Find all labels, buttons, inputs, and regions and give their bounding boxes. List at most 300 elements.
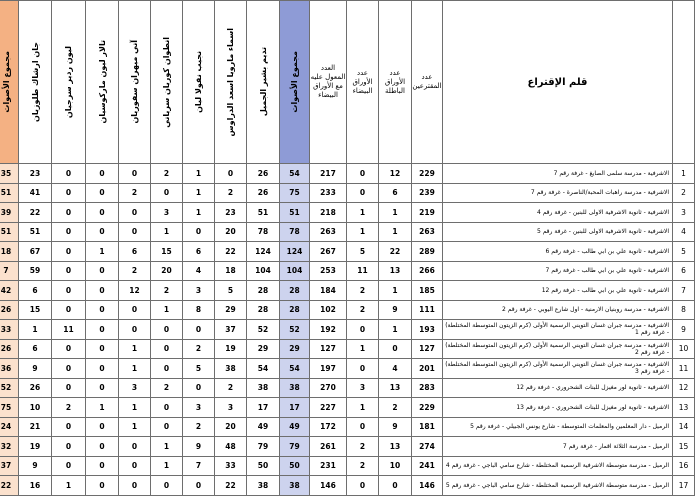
candidate-votes-cell: 0 <box>86 456 119 476</box>
row-index-cell: 15 <box>673 437 695 457</box>
candidate-votes-cell: 0 <box>119 320 151 340</box>
cumulative-cell: 35 <box>0 164 19 184</box>
candidate-votes-cell: 0 <box>119 164 151 184</box>
candidate-votes-cell: 33 <box>215 456 247 476</box>
candidate-votes-cell: 6 <box>119 242 151 262</box>
voters-cell: 229 <box>412 164 443 184</box>
table-row <box>0 183 695 203</box>
candidate-votes-cell: 26 <box>247 164 280 184</box>
counted-cell: 192 <box>310 320 347 340</box>
invalid-cell: 13 <box>379 378 412 398</box>
candidate-header: آني ميهران سفوريان <box>119 1 151 164</box>
blank-cell: 2 <box>347 437 379 457</box>
candidate-votes-cell: 59 <box>19 261 52 281</box>
candidate-votes-cell: 2 <box>183 339 215 359</box>
candidate-votes-cell: 8 <box>183 300 215 320</box>
candidate-votes-cell: 20 <box>215 222 247 242</box>
station-cell: الاشرفية - ثانوية علي بن ابي طالب - غرفة رقم 12 <box>443 281 673 301</box>
counted-cell: 227 <box>310 398 347 418</box>
cumulative-cell: 39 <box>0 203 19 223</box>
blank-cell: 0 <box>347 417 379 437</box>
sum-votes-cell: 50 <box>280 456 310 476</box>
blank-cell: 0 <box>347 183 379 203</box>
row-index-cell: 10 <box>673 339 695 359</box>
candidate-votes-cell: 0 <box>52 281 86 301</box>
candidate-votes-cell: 0 <box>52 417 86 437</box>
candidate-votes-cell: 38 <box>247 476 280 496</box>
candidate-votes-cell: 15 <box>151 242 183 262</box>
candidate-votes-cell: 1 <box>86 242 119 262</box>
candidate-votes-cell: 22 <box>19 203 52 223</box>
invalid-cell: 6 <box>379 183 412 203</box>
table-row <box>0 378 695 398</box>
candidate-votes-cell: 26 <box>19 378 52 398</box>
voters-cell: 181 <box>412 417 443 437</box>
candidate-votes-cell: 9 <box>183 437 215 457</box>
header-row <box>0 1 695 164</box>
cumulative-cell: 18 <box>0 242 19 262</box>
station-cell: الاشرفية - مدرسة روبنيان الارمنية - اول شارع اليوبي - غرفة رقم 2 <box>443 300 673 320</box>
blank-cell: 5 <box>347 242 379 262</box>
candidate-votes-cell: 38 <box>247 378 280 398</box>
candidate-votes-cell: 0 <box>183 320 215 340</box>
table-row <box>0 203 695 223</box>
invalid-cell: 1 <box>379 281 412 301</box>
candidate-votes-cell: 0 <box>86 320 119 340</box>
counted-cell: 267 <box>310 242 347 262</box>
candidate-votes-cell: 0 <box>215 164 247 184</box>
voters-cell: 239 <box>412 183 443 203</box>
voters-cell: 274 <box>412 437 443 457</box>
cumulative-cell: 42 <box>0 281 19 301</box>
candidate-header: تالار ليون مارکوسيان <box>86 1 119 164</box>
sum-votes-cell: 49 <box>280 417 310 437</box>
counted-cell: 263 <box>310 222 347 242</box>
candidate-votes-cell: 23 <box>215 203 247 223</box>
blank-cell: 2 <box>347 300 379 320</box>
voters-cell: 266 <box>412 261 443 281</box>
invalid-cell: 1 <box>379 222 412 242</box>
voters-cell: 229 <box>412 398 443 418</box>
cumulative-cell: 22 <box>0 476 19 496</box>
counted-cell: 172 <box>310 417 347 437</box>
counted-cell: 197 <box>310 359 347 379</box>
candidate-votes-cell: 2 <box>215 378 247 398</box>
candidate-header: تديم بشير الجميل <box>247 1 280 164</box>
blank-cell: 11 <box>347 261 379 281</box>
table-row <box>0 476 695 496</box>
cumulative-cell: 36 <box>0 359 19 379</box>
candidate-votes-cell: 3 <box>119 378 151 398</box>
candidate-votes-cell: 51 <box>19 222 52 242</box>
invalid-header: عدد الأوراق الباطلة <box>379 1 412 164</box>
candidate-votes-cell: 5 <box>183 359 215 379</box>
candidate-votes-cell: 6 <box>19 281 52 301</box>
station-cell: الرميل - مدرسة متوسطة الاشرفية الرسمية المختلطة - شارع سامي الباجي - غرفة رقم 4 <box>443 456 673 476</box>
station-cell: الاشرفية - مدرسة راهبات المحبة/الناصرة - غرفة رقم 7 <box>443 183 673 203</box>
sum-votes-cell: 38 <box>280 378 310 398</box>
candidate-votes-cell: 1 <box>119 359 151 379</box>
row-index-cell: 11 <box>673 359 695 379</box>
voters-cell: 185 <box>412 281 443 301</box>
cumulative-cell: 51 <box>0 183 19 203</box>
counted-header: العدد المعول عليه مع الأوراق البيضاء <box>310 1 347 164</box>
invalid-cell: 1 <box>379 203 412 223</box>
candidate-votes-cell: 78 <box>247 222 280 242</box>
candidate-votes-cell: 1 <box>151 222 183 242</box>
candidate-votes-cell: 29 <box>215 300 247 320</box>
candidate-votes-cell: 0 <box>119 222 151 242</box>
candidate-votes-cell: 0 <box>151 417 183 437</box>
candidate-votes-cell: 11 <box>52 320 86 340</box>
candidate-votes-cell: 1 <box>183 203 215 223</box>
blank-cell: 0 <box>347 320 379 340</box>
candidate-votes-cell: 0 <box>119 300 151 320</box>
invalid-cell: 13 <box>379 261 412 281</box>
candidate-votes-cell: 1 <box>119 398 151 418</box>
blank-cell: 0 <box>347 359 379 379</box>
candidate-votes-cell: 0 <box>52 164 86 184</box>
cumulative-cell: 75 <box>0 398 19 418</box>
sum-votes-cell: 54 <box>280 359 310 379</box>
table-row <box>0 281 695 301</box>
station-cell: الاشرفية - مدرسة جبران غسان التويني الرسمية الأولى (كرم الزيتون المتوسطة المختلطة) - غرفة رقم 3 <box>443 359 673 379</box>
candidate-votes-cell: 3 <box>183 398 215 418</box>
candidate-votes-cell: 0 <box>86 300 119 320</box>
candidate-votes-cell: 9 <box>19 456 52 476</box>
invalid-cell: 9 <box>379 417 412 437</box>
candidate-votes-cell: 5 <box>215 281 247 301</box>
candidate-votes-cell: 51 <box>247 203 280 223</box>
candidate-votes-cell: 48 <box>215 437 247 457</box>
candidate-votes-cell: 0 <box>86 378 119 398</box>
candidate-votes-cell: 0 <box>52 456 86 476</box>
invalid-cell: 12 <box>379 164 412 184</box>
candidate-votes-cell: 37 <box>215 320 247 340</box>
invalid-cell: 4 <box>379 359 412 379</box>
candidate-votes-cell: 0 <box>52 378 86 398</box>
row-index-cell: 9 <box>673 320 695 340</box>
cumulative-cell: 32 <box>0 437 19 457</box>
voters-cell: 289 <box>412 242 443 262</box>
blank-cell: 1 <box>347 222 379 242</box>
candidate-votes-cell: 2 <box>151 281 183 301</box>
row-index-cell: 3 <box>673 203 695 223</box>
counted-cell: 253 <box>310 261 347 281</box>
candidate-votes-cell: 0 <box>86 359 119 379</box>
candidate-votes-cell: 28 <box>247 300 280 320</box>
cumulative-cell: 37 <box>0 456 19 476</box>
station-cell: الاشرفية - ثانوية علي بن ابي طالب - غرفة رقم 6 <box>443 242 673 262</box>
candidate-votes-cell: 0 <box>52 261 86 281</box>
candidate-votes-cell: 1 <box>151 437 183 457</box>
table-row <box>0 398 695 418</box>
station-cell: الاشرفية - ثانوية علي بن ابي طالب - غرفة رقم 7 <box>443 261 673 281</box>
candidate-votes-cell: 2 <box>215 183 247 203</box>
counted-cell: 261 <box>310 437 347 457</box>
row-index-cell: 12 <box>673 378 695 398</box>
candidate-votes-cell: 0 <box>52 222 86 242</box>
table-row <box>0 339 695 359</box>
table-row <box>0 437 695 457</box>
candidate-votes-cell: 0 <box>183 378 215 398</box>
station-cell: الرميل - مدرسة متوسطة الاشرفية الرسمية المختلطة - شارع سامي الباجي - غرفة رقم 5 <box>443 476 673 496</box>
candidate-votes-cell: 2 <box>119 261 151 281</box>
candidate-votes-cell: 0 <box>86 222 119 242</box>
candidate-votes-cell: 0 <box>52 242 86 262</box>
candidate-votes-cell: 20 <box>151 261 183 281</box>
candidate-votes-cell: 12 <box>119 281 151 301</box>
candidate-votes-cell: 3 <box>151 203 183 223</box>
candidate-votes-cell: 7 <box>183 456 215 476</box>
voters-cell: 111 <box>412 300 443 320</box>
candidate-votes-cell: 10 <box>19 398 52 418</box>
row-index-cell: 5 <box>673 242 695 262</box>
voters-cell: 263 <box>412 222 443 242</box>
table-row <box>0 261 695 281</box>
candidate-votes-cell: 0 <box>86 281 119 301</box>
candidate-votes-cell: 18 <box>215 261 247 281</box>
blank-cell: 1 <box>347 398 379 418</box>
candidate-votes-cell: 22 <box>215 476 247 496</box>
station-cell: الرميل - دار المعلمين والمعلمات المتوسطة - شارع يونس الجبيلي - غرفة رقم 5 <box>443 417 673 437</box>
station-cell: الاشرفية - مدرسة جبران غسان التويني الرسمية الأولى (كرم الزيتون المتوسطة المختلطة) - غرفة رقم 1 <box>443 320 673 340</box>
sum-votes-cell: 75 <box>280 183 310 203</box>
candidate-votes-cell: 124 <box>247 242 280 262</box>
candidate-votes-cell: 0 <box>119 456 151 476</box>
counted-cell: 102 <box>310 300 347 320</box>
station-header: قلم الإقتراع <box>443 1 673 164</box>
sum-votes-cell: 79 <box>280 437 310 457</box>
cumulative-cell: 52 <box>0 378 19 398</box>
blank-cell: 1 <box>347 339 379 359</box>
table-row <box>0 417 695 437</box>
cumulative-header: مجموع الأصوات <box>0 1 19 164</box>
row-index-cell: 16 <box>673 456 695 476</box>
row-index-cell: 13 <box>673 398 695 418</box>
candidate-votes-cell: 2 <box>151 378 183 398</box>
table-row <box>0 242 695 262</box>
invalid-cell: 0 <box>379 339 412 359</box>
table-row <box>0 222 695 242</box>
candidate-votes-cell: 0 <box>151 183 183 203</box>
counted-cell: 233 <box>310 183 347 203</box>
index-header <box>673 1 695 164</box>
candidate-votes-cell: 17 <box>247 398 280 418</box>
blank-cell: 1 <box>347 203 379 223</box>
cumulative-cell: 26 <box>0 300 19 320</box>
candidate-votes-cell: 6 <box>19 339 52 359</box>
candidate-votes-cell: 1 <box>183 183 215 203</box>
sum-votes-cell: 78 <box>280 222 310 242</box>
voters-cell: 193 <box>412 320 443 340</box>
blank-cell: 2 <box>347 281 379 301</box>
table-row <box>0 300 695 320</box>
station-cell: الاشرفية - ثانوية الاشرفية الاولى للبنين - غرفة رقم 4 <box>443 203 673 223</box>
invalid-cell: 13 <box>379 437 412 457</box>
candidate-header: انطوان کوريان سرياني <box>151 1 183 164</box>
voters-header: عدد المقترعين <box>412 1 443 164</box>
candidate-votes-cell: 3 <box>215 398 247 418</box>
candidate-header: جان ارشاك طلوزيان <box>19 1 52 164</box>
sum-votes-cell: 28 <box>280 281 310 301</box>
blank-cell: 2 <box>347 456 379 476</box>
candidate-votes-cell: 0 <box>151 398 183 418</box>
row-index-cell: 1 <box>673 164 695 184</box>
voters-cell: 219 <box>412 203 443 223</box>
candidate-votes-cell: 2 <box>119 183 151 203</box>
sum-votes-cell: 52 <box>280 320 310 340</box>
candidate-votes-cell: 0 <box>52 339 86 359</box>
blank-cell: 0 <box>347 476 379 496</box>
candidate-votes-cell: 1 <box>119 339 151 359</box>
cumulative-cell: 24 <box>0 417 19 437</box>
candidate-votes-cell: 0 <box>86 183 119 203</box>
cumulative-cell: 51 <box>0 222 19 242</box>
candidate-votes-cell: 2 <box>183 417 215 437</box>
row-index-cell: 17 <box>673 476 695 496</box>
candidate-votes-cell: 67 <box>19 242 52 262</box>
candidate-votes-cell: 23 <box>19 164 52 184</box>
candidate-votes-cell: 0 <box>183 222 215 242</box>
candidate-votes-cell: 3 <box>183 281 215 301</box>
candidate-votes-cell: 0 <box>119 437 151 457</box>
candidate-votes-cell: 1 <box>151 456 183 476</box>
candidate-votes-cell: 9 <box>19 359 52 379</box>
candidate-votes-cell: 6 <box>183 242 215 262</box>
station-cell: الاشرفية - مدرسة جبران غسان التويني الرسمية الأولى (كرم الزيتون المتوسطة المختلطة) - غرفة رقم 2 <box>443 339 673 359</box>
invalid-cell: 0 <box>379 476 412 496</box>
invalid-cell: 1 <box>379 320 412 340</box>
counted-cell: 217 <box>310 164 347 184</box>
candidate-header: نجيب نقولا ليان <box>183 1 215 164</box>
candidate-votes-cell: 19 <box>215 339 247 359</box>
cumulative-cell: 7 <box>0 261 19 281</box>
counted-cell: 270 <box>310 378 347 398</box>
sum-votes-cell: 51 <box>280 203 310 223</box>
candidate-votes-cell: 0 <box>151 320 183 340</box>
counted-cell: 184 <box>310 281 347 301</box>
candidate-votes-cell: 41 <box>19 183 52 203</box>
sum-votes-cell: 124 <box>280 242 310 262</box>
blank-header: عدد الأوراق البيضاء <box>347 1 379 164</box>
station-cell: الرميل - مدرسة الثلاثة اقمار - غرفة رقم 7 <box>443 437 673 457</box>
table-row <box>0 320 695 340</box>
candidate-votes-cell: 1 <box>52 476 86 496</box>
sum-votes-cell: 104 <box>280 261 310 281</box>
candidate-votes-cell: 0 <box>151 476 183 496</box>
station-cell: الاشرفية - ثانوية لور مغيزل للبنات الشحروري - غرفة رقم 12 <box>443 378 673 398</box>
counted-cell: 231 <box>310 456 347 476</box>
candidate-votes-cell: 0 <box>52 359 86 379</box>
candidate-votes-cell: 26 <box>247 183 280 203</box>
row-index-cell: 4 <box>673 222 695 242</box>
sum-votes-cell: 28 <box>280 300 310 320</box>
cumulative-cell: 26 <box>0 339 19 359</box>
candidate-header: اسماء مارويا اسعد الدراوس <box>215 1 247 164</box>
candidate-votes-cell: 0 <box>86 339 119 359</box>
candidate-votes-cell: 79 <box>247 437 280 457</box>
candidate-votes-cell: 22 <box>215 242 247 262</box>
voters-cell: 146 <box>412 476 443 496</box>
candidate-votes-cell: 1 <box>151 300 183 320</box>
candidate-votes-cell: 104 <box>247 261 280 281</box>
invalid-cell: 9 <box>379 300 412 320</box>
candidate-votes-cell: 0 <box>52 183 86 203</box>
sum-votes-header: مجموع الأصوات <box>280 1 310 164</box>
candidate-votes-cell: 28 <box>247 281 280 301</box>
candidate-votes-cell: 50 <box>247 456 280 476</box>
row-index-cell: 7 <box>673 281 695 301</box>
table-row <box>0 456 695 476</box>
candidate-votes-cell: 38 <box>215 359 247 379</box>
candidate-votes-cell: 2 <box>151 164 183 184</box>
sum-votes-cell: 38 <box>280 476 310 496</box>
invalid-cell: 2 <box>379 398 412 418</box>
cumulative-cell: 33 <box>0 320 19 340</box>
candidate-votes-cell: 0 <box>151 339 183 359</box>
candidate-votes-cell: 0 <box>52 437 86 457</box>
candidate-votes-cell: 49 <box>247 417 280 437</box>
row-index-cell: 14 <box>673 417 695 437</box>
candidate-votes-cell: 1 <box>19 320 52 340</box>
candidate-votes-cell: 1 <box>183 164 215 184</box>
candidate-votes-cell: 0 <box>119 203 151 223</box>
voters-cell: 201 <box>412 359 443 379</box>
candidate-votes-cell: 0 <box>86 417 119 437</box>
counted-cell: 127 <box>310 339 347 359</box>
row-index-cell: 2 <box>673 183 695 203</box>
table-row <box>0 164 695 184</box>
candidate-votes-cell: 0 <box>151 359 183 379</box>
row-index-cell: 8 <box>673 300 695 320</box>
sum-votes-cell: 29 <box>280 339 310 359</box>
station-cell: الاشرفية - ثانوية الاشرفية الاولى للبنين - غرفة رقم 5 <box>443 222 673 242</box>
counted-cell: 146 <box>310 476 347 496</box>
candidate-votes-cell: 0 <box>52 203 86 223</box>
counted-cell: 218 <box>310 203 347 223</box>
row-index-cell: 6 <box>673 261 695 281</box>
candidate-votes-cell: 15 <box>19 300 52 320</box>
station-cell: الاشرفية - مدرسة سلمى الصايغ - غرفة رقم 7 <box>443 164 673 184</box>
candidate-votes-cell: 4 <box>183 261 215 281</box>
table-row <box>0 359 695 379</box>
candidate-votes-cell: 20 <box>215 417 247 437</box>
blank-cell: 0 <box>347 164 379 184</box>
candidate-votes-cell: 0 <box>86 261 119 281</box>
sum-votes-cell: 17 <box>280 398 310 418</box>
voters-cell: 241 <box>412 456 443 476</box>
invalid-cell: 22 <box>379 242 412 262</box>
candidate-votes-cell: 54 <box>247 359 280 379</box>
candidate-votes-cell: 29 <box>247 339 280 359</box>
station-cell: الاشرفية - ثانوية لور مغيزل للبنات الشحروري - غرفة رقم 13 <box>443 398 673 418</box>
candidate-votes-cell: 21 <box>19 417 52 437</box>
candidate-votes-cell: 0 <box>86 476 119 496</box>
candidate-votes-cell: 1 <box>119 417 151 437</box>
candidate-votes-cell: 1 <box>86 398 119 418</box>
voters-cell: 283 <box>412 378 443 398</box>
candidate-votes-cell: 0 <box>86 437 119 457</box>
candidate-votes-cell: 0 <box>86 203 119 223</box>
candidate-votes-cell: 16 <box>19 476 52 496</box>
candidate-votes-cell: 0 <box>119 476 151 496</box>
candidate-votes-cell: 2 <box>52 398 86 418</box>
sum-votes-cell: 54 <box>280 164 310 184</box>
blank-cell: 3 <box>347 378 379 398</box>
invalid-cell: 10 <box>379 456 412 476</box>
candidate-header: ليون ردير سرجيان <box>52 1 86 164</box>
